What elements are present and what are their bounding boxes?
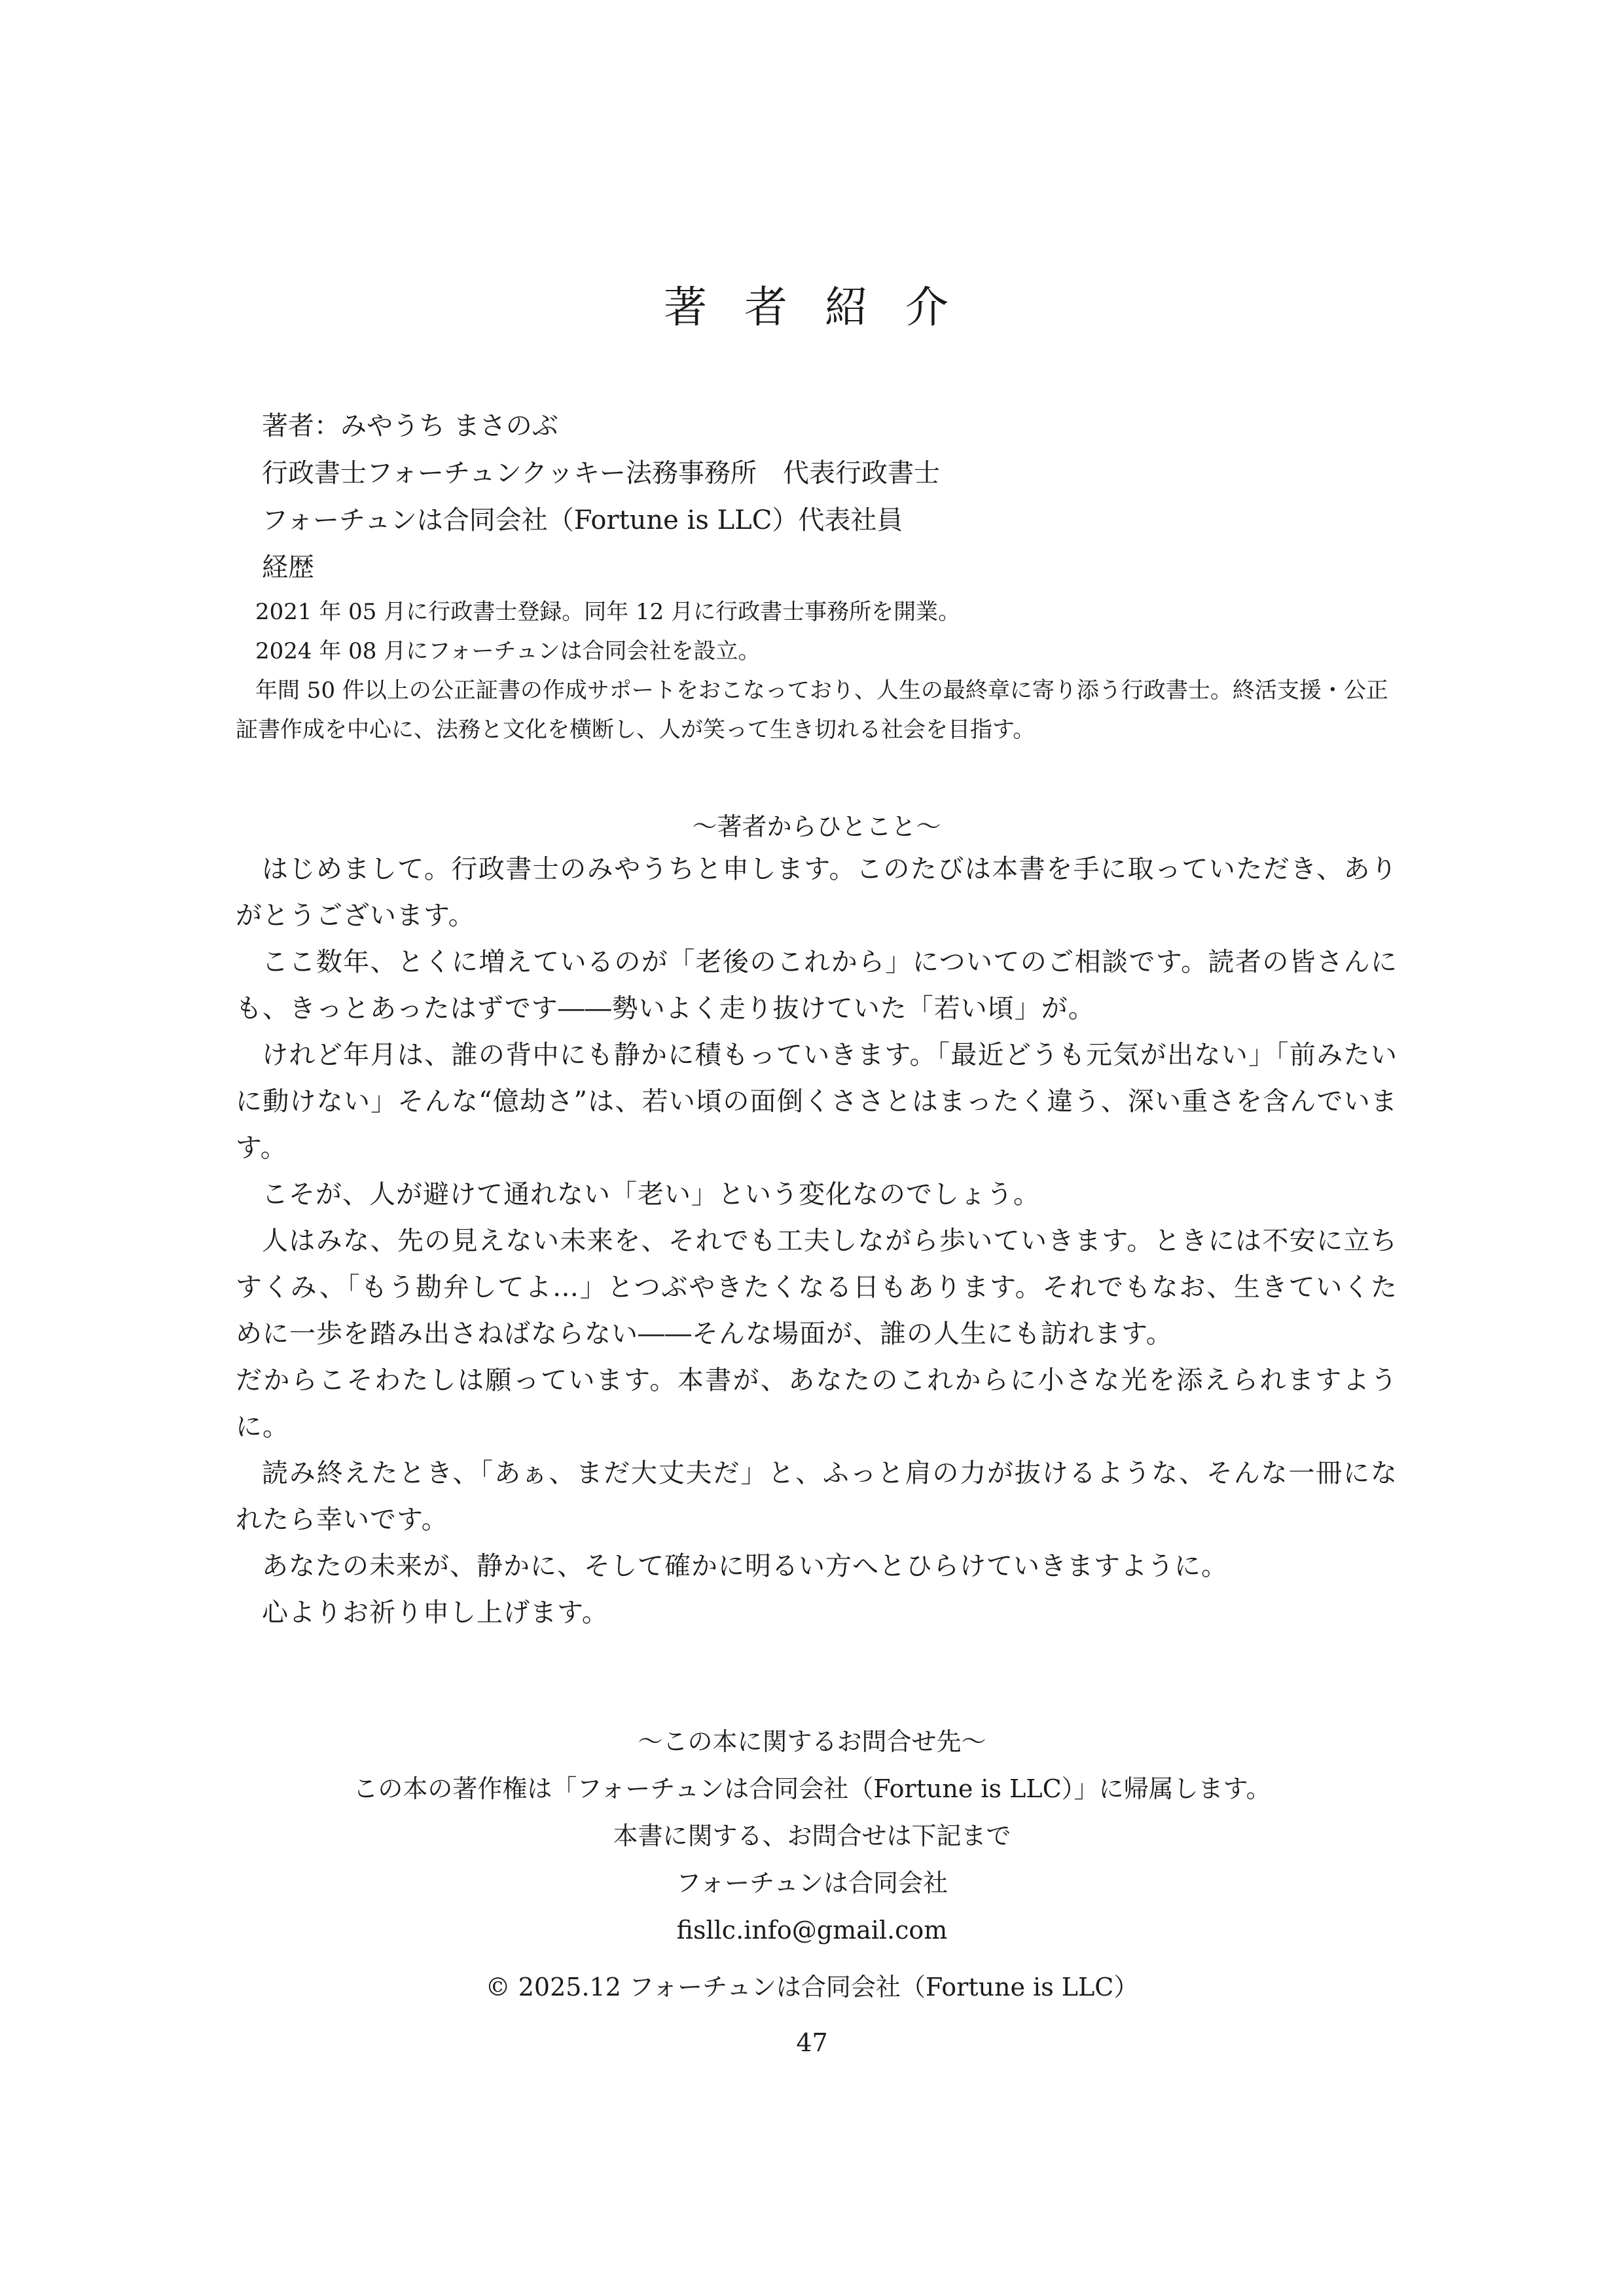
author-history [236,592,1401,749]
contact-company: フォーチュンは合同会社 [676,1869,948,1897]
author-company: フォーチュンは合同会社（Fortune is LLC）代表社員 [262,505,903,535]
history-line: 2024 年 08 月にフォーチュンは合同会社を設立。 [255,638,761,664]
author-name: 著者：みやうち まさのぶ [262,411,558,441]
message-paragraph: こそが、人が避けて通れない「老い」という変化なのでしょう。 [262,1179,1040,1210]
history-line: 2021 年 05 月に行政書士登録。同年 12 月に行政書士事務所を開業。 [255,599,961,625]
page-title: 著 者 紹 介 [664,282,960,332]
message-paragraph: けれど年月は、誰の背中にも静かに積もっていきます。「最近どうも元気が出ない」「前みたいに動けない」そんな“億劫さ”は、若い頃の面倒くささとはまったく違う、深い重さを含んでいます。 [236,1040,1398,1163]
message-paragraph: あなたの未来が、静かに、そして確かに明るい方へとひらけていきますように。 [262,1551,1228,1581]
history-description: 年間 50 件以上の公正証書の作成サポートをおこなっており、人生の最終章に寄り添う行政書士。終活支援・公正証書作成を中心に、法務と文化を横断し、人が笑って生き切れる社会を目指す。 [236,677,1388,743]
contact-section [0,1718,1624,1954]
history-label: 経歴 [262,552,314,583]
copyright-notice: この本の著作権は「フォーチュンは合同会社（Fortune is LLC）」に帰属します。 [353,1774,1271,1803]
message-paragraph: はじめまして。行政書士のみやうちと申します。このたびは本書を手に取っていただき、ありがとうございます。 [236,854,1398,931]
author-office: 行政書士フォーチュンクッキー法務事務所 代表行政書士 [262,458,940,488]
message-paragraph: 心よりお祈り申し上げます。 [262,1598,609,1628]
page-number: 47 [796,2028,828,2057]
message-heading: 〜著者からひとこと〜 [692,812,941,841]
author-profile [262,403,1414,591]
inquiry-text: 本書に関する、お問合せは下記まで [613,1821,1011,1850]
author-message [236,807,1398,1636]
message-paragraph: だからこそわたしは願っています。本書が、あなたのこれからに小さな光を添えられますように。 [236,1365,1398,1442]
contact-heading: 〜この本に関するお問合せ先〜 [638,1727,986,1756]
message-paragraph: 読み終えたとき、「あぁ、まだ大丈夫だ」と、ふっと肩の力が抜けるような、そんな一冊になれたら幸いです。 [236,1458,1398,1535]
copyright-line: © 2025.12 フォーチュンは合同会社（Fortune is LLC） [485,1973,1139,2001]
contact-email: fisllc.info@gmail.com [676,1916,948,1945]
message-paragraph: 人はみな、先の見えない未来を、それでも工夫しながら歩いていきます。ときには不安に立ちすくみ、「もう勘弁してよ…」とつぶやきたくなる日もあります。それでもなお、生きていくために一歩を踏み出さねばならない――そんな場面が、誰の人生にも訪れます。 [236,1226,1398,1349]
message-paragraph: ここ数年、とくに増えているのが「老後のこれから」についてのご相談です。読者の皆さんにも、きっとあったはずです――勢いよく走り抜けていた「若い頃」が。 [236,947,1398,1024]
